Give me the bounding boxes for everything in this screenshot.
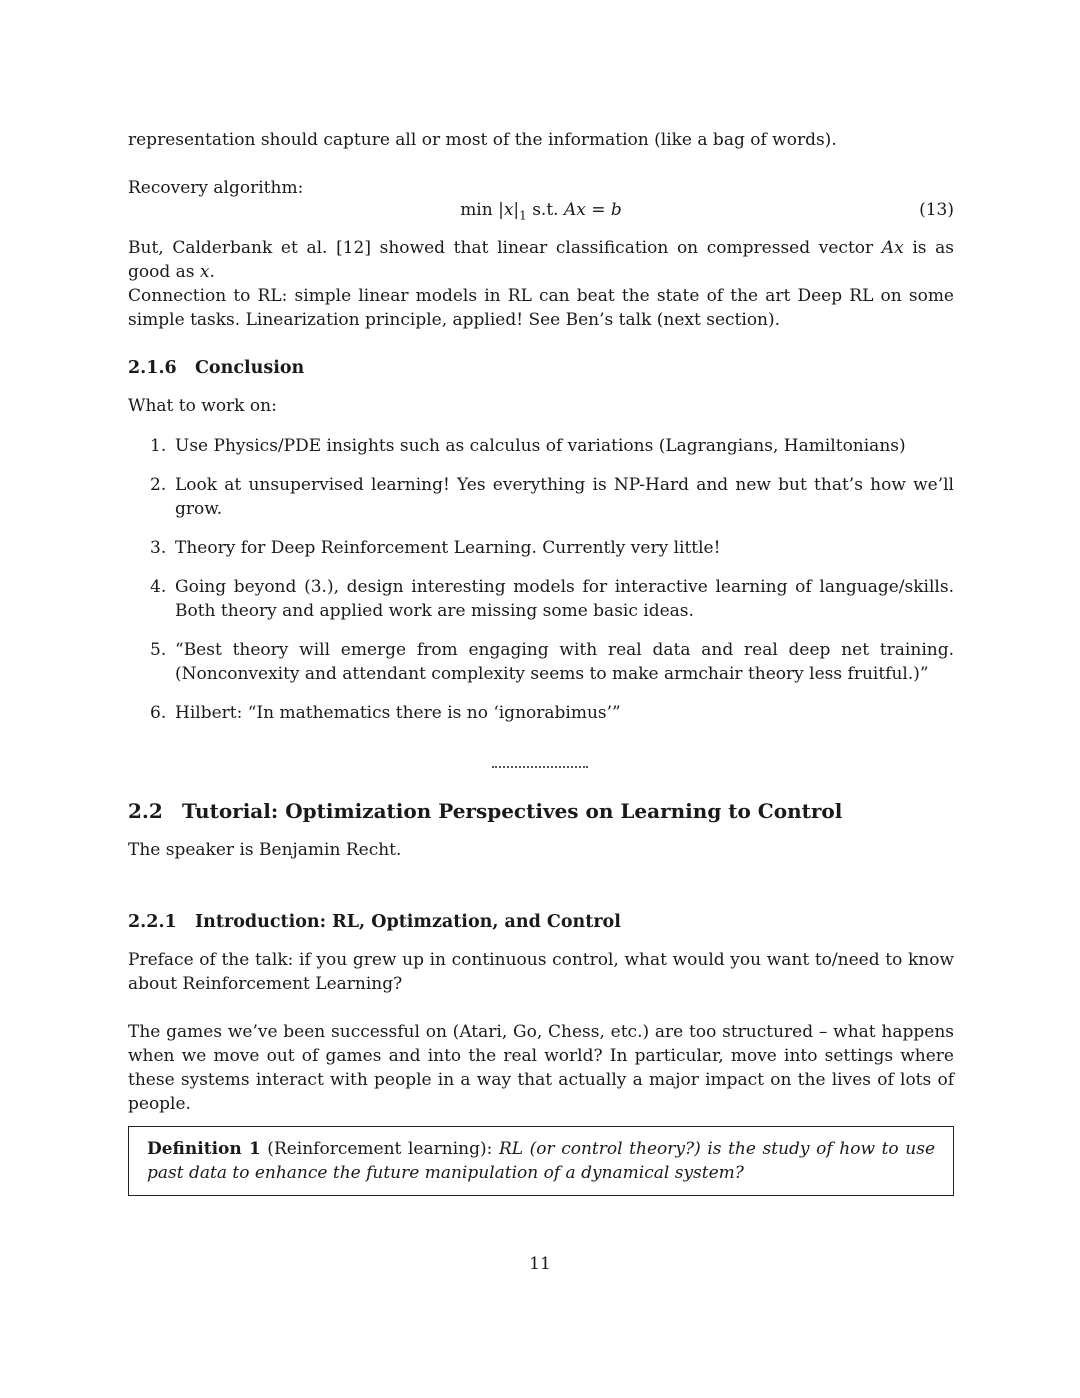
preface-paragraph: Preface of the talk: if you grew up in continuous control, what would you want to/need to know about Reinforcement Learning?: [128, 950, 954, 994]
definition-box: [128, 1126, 954, 1196]
section-heading-introduction: 2.2.1 Introduction: RL, Optimzation, and Control: [128, 912, 621, 932]
calderbank-paragraph: But, Calderbank et al. [12] showed that linear classification on compressed vector Ax is as good as x.: [128, 238, 954, 282]
games-paragraph: The games we’ve been successful on (Atari, Go, Chess, etc.) are too structured – what happens when we move out of games and into the real world? In particular, move into settings where these systems interact with people in a way that actually a major impact on the lives of lots of people.: [128, 1022, 954, 1114]
list-item: 3. Theory for Deep Reinforcement Learning. Currently very little!: [150, 538, 721, 558]
list-item: 2. Look at unsupervised learning! Yes everything is NP-Hard and new but that’s how we’ll grow.: [150, 475, 954, 519]
intro-line: representation should capture all or most of the information (like a bag of words).: [128, 130, 837, 150]
definition-body: RL (or control theory?) is the study of how to use past data to enhance the future manipulation of a dynamical system?: [147, 1139, 936, 1183]
section-heading-conclusion: 2.1.6 Conclusion: [128, 358, 305, 378]
page-number: 11: [529, 1254, 551, 1274]
rl-connection-paragraph: Connection to RL: simple linear models in RL can beat the state of the art Deep RL on some simple tasks. Linearization principle, applied! See Ben’s talk (next section).: [128, 286, 954, 330]
equation-body: $\min |x|_1$ s.t. Ax = b: [460, 200, 622, 223]
conclusion-list: [128, 434, 954, 725]
list-item: 6. Hilbert: “In mathematics there is no ‘ignorabimus’”: [150, 703, 621, 723]
section-heading-tutorial: 2.2 Tutorial: Optimization Perspectives on Learning to Control: [128, 799, 843, 823]
list-item: 1. Use Physics/PDE insights such as calculus of variations (Lagrangians, Hamiltonians): [150, 436, 906, 456]
definition-name: (Reinforcement learning):: [260, 1139, 499, 1159]
conclusion-lead: What to work on:: [128, 396, 277, 416]
section-separator: [492, 766, 588, 770]
recovery-label: Recovery algorithm:: [128, 178, 304, 198]
equation-number: (13): [919, 200, 954, 220]
speaker-line: The speaker is Benjamin Recht.: [128, 840, 402, 860]
equation-13: [128, 200, 954, 226]
list-item: 4. Going beyond (3.), design interesting models for interactive learning of language/skills. Both theory and applied work are missing some basic ideas.: [150, 577, 954, 621]
list-item: 5. “Best theory will emerge from engaging with real data and real deep net training. (Nonconvexity and attendant complexity seems to make armchair theory less fruitful.)”: [150, 640, 954, 684]
definition-label: Definition 1: [147, 1139, 261, 1159]
